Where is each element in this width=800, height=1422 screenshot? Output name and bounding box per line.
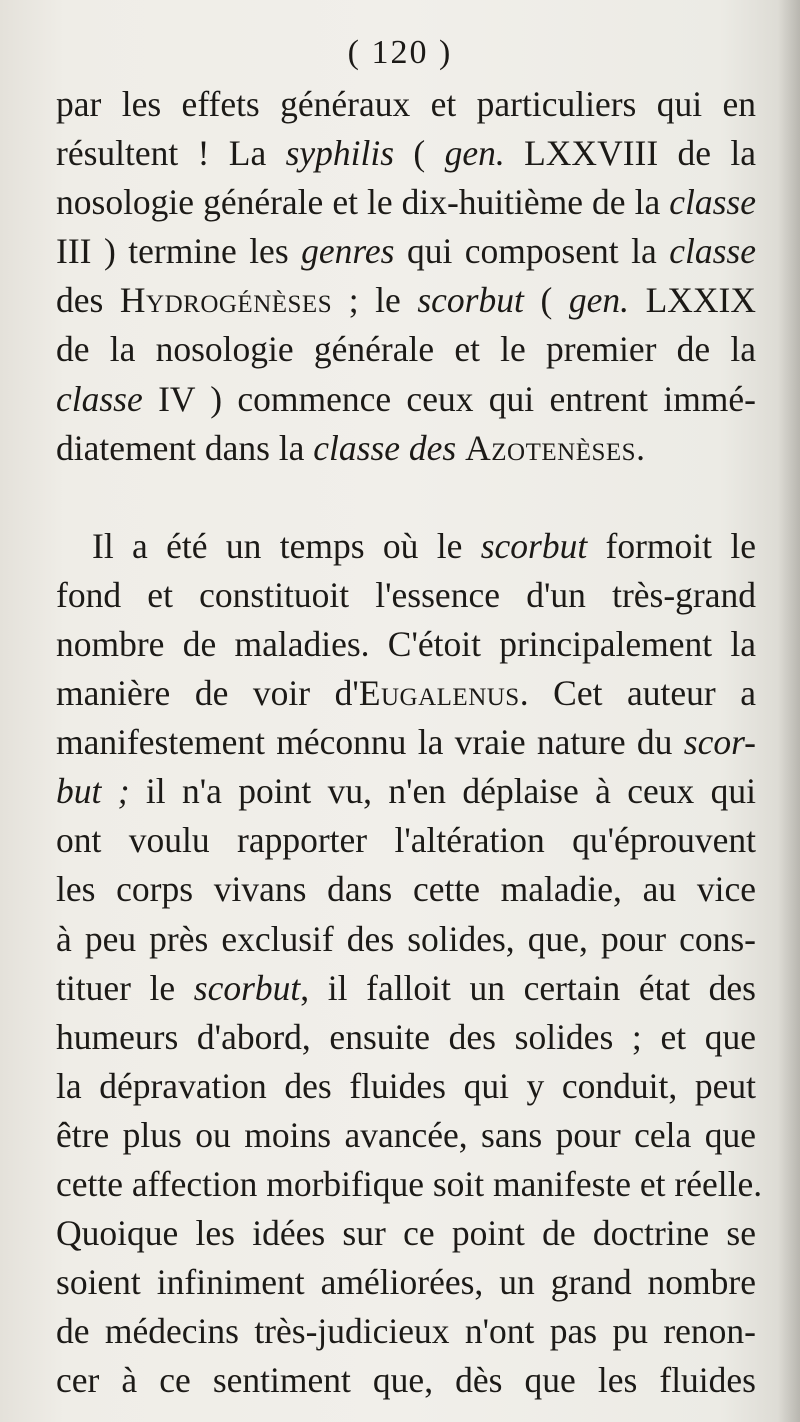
text-line <box>56 718 756 767</box>
page-number: ( 120 ) <box>347 34 453 71</box>
text-line <box>56 1209 756 1258</box>
text-run: LXXIX <box>629 280 757 321</box>
text-line <box>56 1111 756 1160</box>
text-run: humeurs d'abord, ensuite des solides ; et que <box>56 1016 756 1057</box>
text-line <box>56 227 756 276</box>
text-run: formoit le <box>587 525 756 566</box>
text-run: à peu près exclusif des solides, que, pour cons- <box>56 918 756 959</box>
page-edge-shadow <box>778 0 800 1422</box>
text-run: tituer le <box>56 967 194 1008</box>
text-run: III ) termine les <box>56 231 302 272</box>
text-run: ; le <box>332 280 418 321</box>
text-line <box>56 964 756 1013</box>
italic-text: classe <box>56 378 143 419</box>
text-line <box>56 1013 756 1062</box>
italic-text: genres <box>301 231 395 272</box>
text-run: LXXVIII de la <box>504 133 757 174</box>
text-run: cer à ce sentiment que, dès que les fluides <box>56 1360 756 1401</box>
italic-text: classe <box>669 182 756 223</box>
small-caps-text: Azotenèses <box>465 427 637 468</box>
text-line <box>56 620 756 669</box>
text-line <box>56 80 756 129</box>
text-run: . Cet auteur a <box>519 673 756 714</box>
text-line <box>56 276 756 325</box>
text-run: être plus ou moins avancée, sans pour cela que <box>56 1114 756 1155</box>
text-line <box>56 522 756 571</box>
text-run: ( <box>523 280 569 321</box>
text-line <box>56 1356 756 1405</box>
text-run: Il a été un temps où le <box>92 525 481 566</box>
body-text <box>56 80 763 1405</box>
text-line <box>56 1062 756 1111</box>
text-run: IV ) commence ceux qui entrent immé- <box>142 378 756 419</box>
italic-text: classe <box>669 231 756 272</box>
text-run <box>456 428 465 468</box>
text-line <box>56 178 756 227</box>
text-run: des <box>56 280 120 321</box>
italic-text: gen. <box>444 133 505 174</box>
text-line <box>56 129 756 178</box>
text-line <box>56 767 756 816</box>
text-line <box>56 325 756 374</box>
text-line <box>56 1258 756 1307</box>
text-run: cette affection morbifique soit manifeste et réelle. <box>56 1163 763 1204</box>
text-run: de la nosologie générale et le premier de la <box>56 329 756 370</box>
paragraph-2 <box>56 522 763 1406</box>
text-run: manifestement méconnu la vraie nature du <box>56 722 684 763</box>
text-run: qui composent la <box>394 231 670 272</box>
italic-text: scorbut <box>193 967 301 1008</box>
text-line <box>56 424 756 473</box>
italic-text: gen. <box>568 280 629 321</box>
text-run: diatement dans la <box>56 427 314 468</box>
text-run: , il falloit un certain état des <box>300 967 756 1008</box>
text-line <box>56 816 756 865</box>
text-run: nombre de maladies. C'étoit principalement la <box>56 623 756 664</box>
text-line <box>56 375 756 424</box>
italic-text: scorbut <box>480 525 588 566</box>
text-line <box>56 669 756 718</box>
text-line <box>56 915 756 964</box>
text-run: ont voulu rapporter l'altération qu'éprouvent <box>56 820 756 861</box>
italic-text: but ; <box>56 771 130 812</box>
italic-text: syphilis <box>285 133 395 174</box>
text-run: manière de voir d' <box>56 673 359 714</box>
text-run: ( <box>394 133 445 174</box>
text-run: il n'a point vu, n'en déplaise à ceux qui <box>129 771 757 812</box>
text-run: de médecins très-judicieux n'ont pas pu renon- <box>56 1311 756 1352</box>
italic-text: scor- <box>683 722 756 763</box>
text-run: les corps vivans dans cette maladie, au vice <box>56 869 756 910</box>
text-run: fond et constituoit l'essence d'un très-grand <box>56 574 756 615</box>
text-run: Quoique les idées sur ce point de doctrine se <box>56 1213 756 1254</box>
text-run: par les effets généraux et particuliers qui en <box>56 84 756 124</box>
text-run: résultent ! La <box>56 133 286 174</box>
text-run: nosologie générale et le dix-huitième de la <box>56 182 670 223</box>
text-run: . <box>636 427 645 468</box>
italic-text: classe des <box>313 427 457 468</box>
text-line <box>56 571 756 620</box>
text-line <box>56 1160 763 1209</box>
paragraph-gap <box>56 473 756 522</box>
paragraph-1 <box>56 80 756 473</box>
small-caps-text: Hydrogénèses <box>119 280 333 321</box>
text-line <box>56 865 756 914</box>
text-run: soient infiniment améliorées, un grand nombre <box>56 1262 756 1303</box>
small-caps-text: Eugalenus <box>358 673 520 714</box>
text-run: la dépravation des fluides qui y conduit, peut <box>56 1065 756 1106</box>
italic-text: scorbut <box>417 280 524 321</box>
text-line <box>56 1307 756 1356</box>
